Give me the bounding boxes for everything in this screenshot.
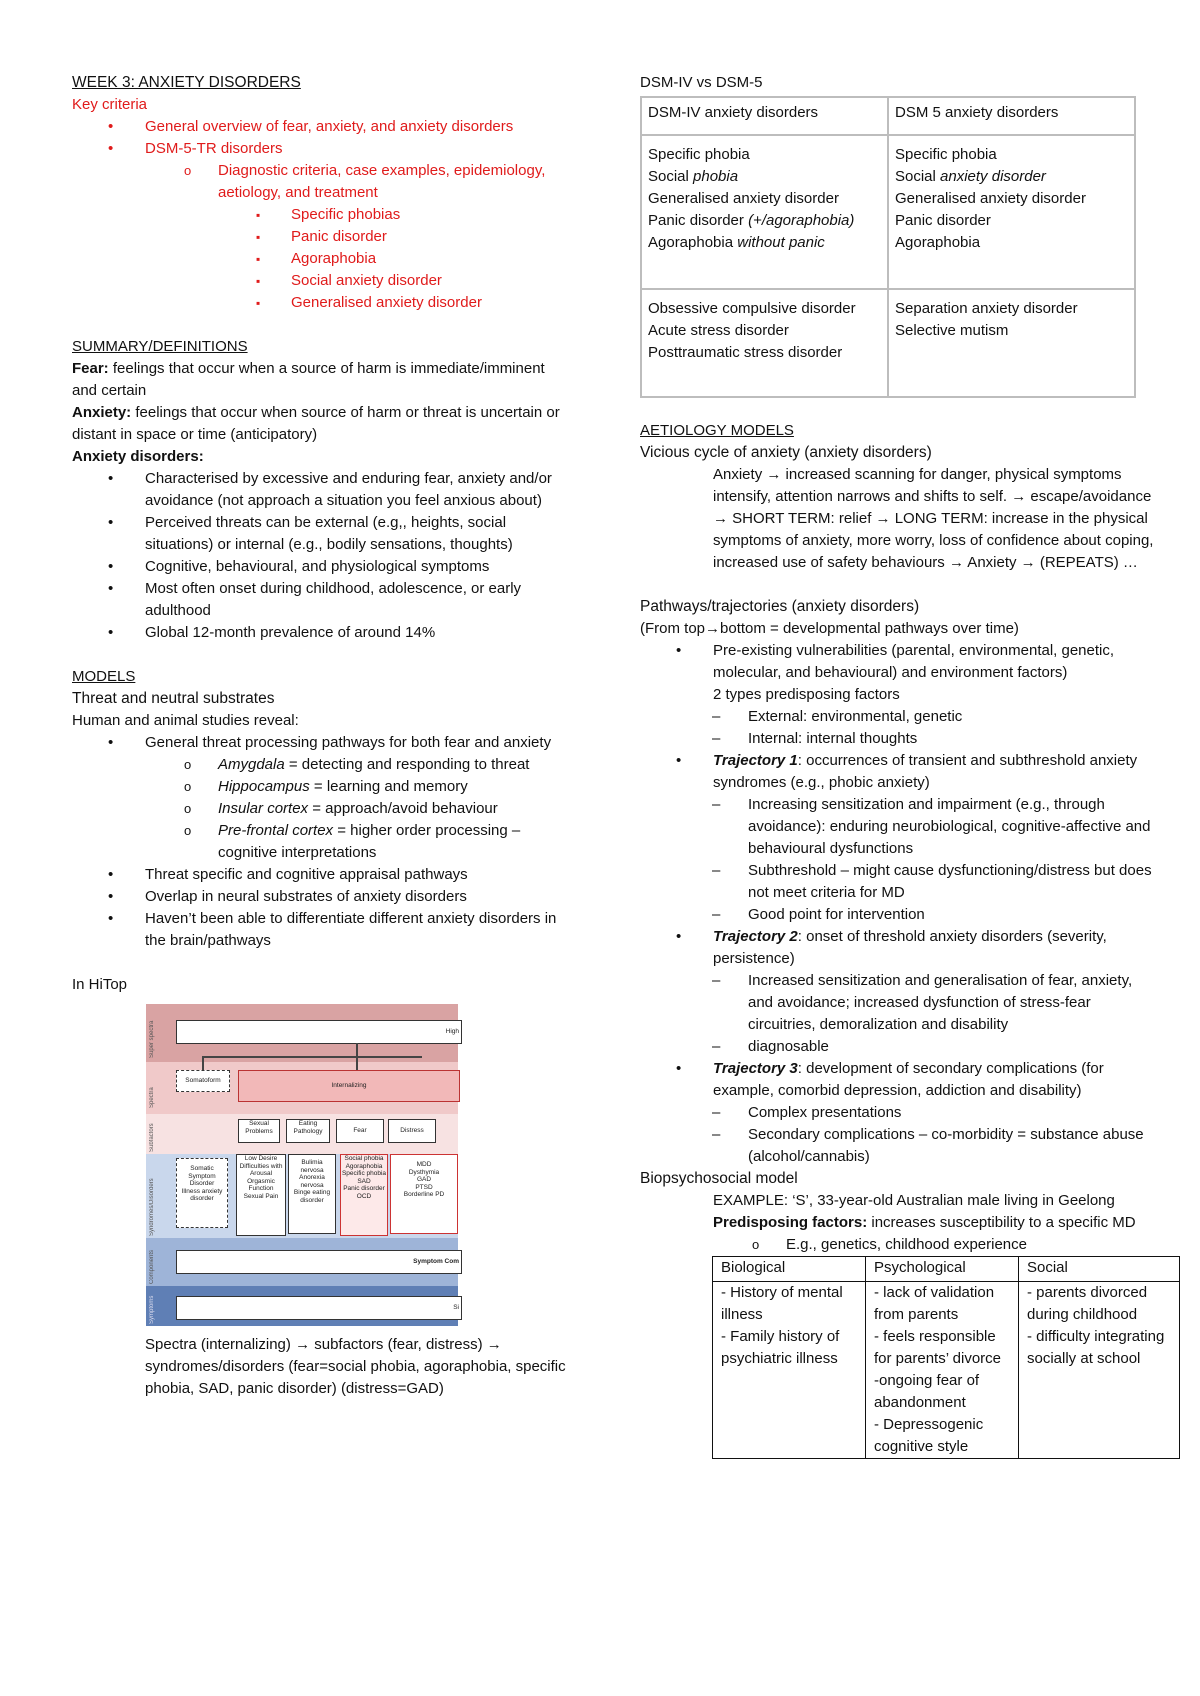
list-item: • Global 12-month prevalence of around 14% bbox=[72, 622, 572, 644]
list-item: – Complex presentations bbox=[640, 1102, 1160, 1124]
table-row bbox=[641, 97, 1135, 135]
trajectory-term: Trajectory 1 bbox=[713, 752, 798, 769]
cell-line bbox=[648, 210, 881, 232]
internalizing-box: Internalizing bbox=[238, 1070, 460, 1102]
table-cell: - parents divorced during childhood - difficulty integrating socially at school bbox=[1019, 1282, 1180, 1459]
list-item: • Perceived threats can be external (e.g,, heights, social situations) or internal (e.g., bodily sensations, thoughts) bbox=[72, 512, 572, 556]
dsm-comparison-table bbox=[640, 96, 1136, 398]
subfactor-box: Fear bbox=[336, 1119, 384, 1143]
cell-text: anxiety disorder bbox=[940, 168, 1046, 185]
list-item: • Characterised by excessive and enduring fear, anxiety and/or avoidance (not approach a situation you feel anxious about) bbox=[72, 468, 572, 512]
predisposing-types: 2 types predisposing factors bbox=[713, 686, 900, 703]
cell-line bbox=[648, 166, 881, 188]
cell-line: Posttraumatic stress disorder bbox=[648, 344, 843, 361]
cell-text: Social bbox=[648, 168, 694, 185]
models-list bbox=[72, 732, 572, 952]
table-cell: - lack of validation from parents - feels responsible for parents’ divorce -ongoing fear of abandonment - Depressogenic cognitive style bbox=[866, 1282, 1019, 1459]
list-item: • General overview of fear, anxiety, and anxiety disorders bbox=[72, 116, 572, 138]
list-item: ▪ Agoraphobia bbox=[72, 248, 572, 270]
distress-column: MDD Dysthymia GAD PTSD Borderline PD bbox=[390, 1154, 458, 1234]
pathways-heading: Pathways/trajectories (anxiety disorders) bbox=[640, 598, 920, 615]
cell-text: Panic disorder bbox=[648, 212, 749, 229]
biopsychosocial-table bbox=[712, 1256, 1180, 1459]
list-item: ▪ Social anxiety disorder bbox=[72, 270, 572, 292]
list-item: • General threat processing pathways for both fear and anxiety bbox=[72, 732, 572, 754]
key-criteria-list bbox=[72, 116, 572, 314]
list-item bbox=[72, 776, 572, 798]
bps-predisposing bbox=[640, 1212, 1160, 1234]
cell-text: phobia bbox=[693, 168, 739, 185]
table-row bbox=[713, 1282, 1180, 1459]
row-label: Spectra bbox=[149, 1087, 155, 1108]
models-intro: Human and animal studies reveal: bbox=[72, 712, 299, 729]
region-def: = learning and memory bbox=[309, 778, 468, 795]
region-term: Pre-frontal cortex bbox=[218, 822, 334, 839]
region-term: Amygdala bbox=[218, 756, 285, 773]
table-row bbox=[641, 289, 1135, 397]
cell-line: Generalised anxiety disorder bbox=[648, 190, 839, 207]
list-item: • Overlap in neural substrates of anxiety disorders bbox=[72, 886, 572, 908]
list-item bbox=[640, 750, 1160, 794]
cell-text: Agoraphobia bbox=[648, 234, 738, 251]
pathways-list bbox=[640, 640, 1160, 1168]
cell-text: (+/agoraphobia) bbox=[748, 212, 855, 229]
cell-line: Specific phobia bbox=[895, 146, 997, 163]
table-header: Social bbox=[1019, 1257, 1180, 1282]
vicious-cycle-text: Anxiety → increased scanning for danger, physical symptoms intensify, attention narrows and shifts to self. → escape/avoidance → SHORT TERM: relief → LONG TERM: increase in the physical symptoms of anxiety, more worry, loss of confidence about coping, increased use of safety behaviours → Anxiety → (REPEATS) … bbox=[713, 466, 1154, 571]
table-row bbox=[641, 135, 1135, 289]
models-heading: MODELS bbox=[72, 668, 136, 685]
list-item: – diagnosable bbox=[640, 1036, 1160, 1058]
list-item bbox=[640, 640, 1160, 706]
table-row bbox=[713, 1257, 1180, 1282]
list-item bbox=[72, 754, 572, 776]
bps-pred-term: Predisposing factors: bbox=[713, 1214, 868, 1231]
list-item: ▪ Panic disorder bbox=[72, 226, 572, 248]
list-item: – Secondary complications – co-morbidity = substance abuse (alcohol/cannabis) bbox=[640, 1124, 1160, 1168]
trajectory-term: Trajectory 3 bbox=[713, 1060, 798, 1077]
list-item bbox=[72, 820, 572, 864]
list-item: ▪ Specific phobias bbox=[72, 204, 572, 226]
region-term: Hippocampus bbox=[218, 778, 310, 795]
fear-definition bbox=[72, 358, 572, 402]
super-spectra-box: High bbox=[176, 1020, 462, 1044]
sexual-column: Low Desire Difficulties with Arousal Orgasmic Function Sexual Pain bbox=[236, 1154, 286, 1236]
list-item: • Haven’t been able to differentiate different anxiety disorders in the brain/pathways bbox=[72, 908, 572, 952]
region-term: Insular cortex bbox=[218, 800, 309, 817]
table-cell bbox=[888, 289, 1135, 397]
row-label: Syndromes/Disorders bbox=[149, 1178, 155, 1236]
components-box: Symptom Com bbox=[176, 1250, 462, 1274]
trajectory-def: : occurrences of transient and subthreshold anxiety syndromes (e.g., phobic anxiety) bbox=[713, 752, 1138, 791]
eating-column: Bulimia nervosa Anorexia nervosa Binge eating disorder bbox=[288, 1154, 336, 1234]
list-item bbox=[640, 1058, 1160, 1102]
table-header: Biological bbox=[713, 1257, 866, 1282]
right-column bbox=[640, 72, 1165, 1459]
list-item: • Most often onset during childhood, adolescence, or early adulthood bbox=[72, 578, 572, 622]
vicious-cycle-heading: Vicious cycle of anxiety (anxiety disorders) bbox=[640, 444, 932, 461]
region-def: = approach/avoid behaviour bbox=[308, 800, 498, 817]
list-item: – Internal: internal thoughts bbox=[640, 728, 1160, 750]
summary-list bbox=[72, 468, 572, 644]
connector bbox=[356, 1043, 358, 1056]
cell-line: Obsessive compulsive disorder bbox=[648, 300, 856, 317]
trajectory-def: : development of secondary complications (for example, comorbid depression, addiction and disability) bbox=[713, 1060, 1104, 1099]
key-criteria-label: Key criteria bbox=[72, 96, 148, 113]
subfactor-box: Eating Pathology bbox=[286, 1119, 330, 1143]
connector bbox=[202, 1056, 422, 1058]
connector bbox=[356, 1056, 358, 1070]
region-def: = detecting and responding to threat bbox=[284, 756, 530, 773]
bps-pred-def: increases susceptibility to a specific MD bbox=[867, 1214, 1136, 1231]
subfactor-box: Distress bbox=[388, 1119, 436, 1143]
bps-example: EXAMPLE: ‘S’, 33-year-old Australian male living in Geelong bbox=[713, 1192, 1115, 1209]
hitop-diagram bbox=[146, 1004, 458, 1326]
anxiety-disorders-term: Anxiety disorders: bbox=[72, 448, 204, 465]
cell-text: Social bbox=[895, 168, 941, 185]
trajectory-term: Trajectory 2 bbox=[713, 928, 798, 945]
bps-example-factors: o E.g., genetics, childhood experience bbox=[640, 1234, 1160, 1256]
table-cell bbox=[888, 135, 1135, 289]
region-def: = higher order processing – cognitive interpretations bbox=[218, 822, 521, 861]
aetiology-heading: AETIOLOGY MODELS bbox=[640, 422, 794, 439]
row-label: Subfactors bbox=[149, 1123, 155, 1152]
table-cell bbox=[641, 135, 888, 289]
table-cell bbox=[641, 289, 888, 397]
fear-def: feelings that occur when a source of harm is immediate/imminent and certain bbox=[72, 360, 545, 399]
cell-line: Agoraphobia bbox=[895, 234, 981, 251]
anxiety-definition bbox=[72, 402, 572, 446]
list-item: • Cognitive, behavioural, and physiological symptoms bbox=[72, 556, 572, 578]
models-subheading: Threat and neutral substrates bbox=[72, 690, 275, 707]
fear-column: Social phobia Agoraphobia Specific phobia SAD Panic disorder OCD bbox=[340, 1154, 388, 1236]
table-header: DSM-IV anxiety disorders bbox=[641, 97, 888, 135]
subfactor-box: Sexual Problems bbox=[238, 1119, 280, 1143]
list-item: • Threat specific and cognitive appraisal pathways bbox=[72, 864, 572, 886]
pathways-note: (From top→bottom = developmental pathways over time) bbox=[640, 620, 1019, 637]
symptoms-box: Si bbox=[176, 1296, 462, 1320]
cell-line: Separation anxiety disorder bbox=[895, 300, 1078, 317]
hitop-caption: Spectra (internalizing) → subfactors (fear, distress) → syndromes/disorders (fear=social phobia, agoraphobia, specific phobia, SAD, panic disorder) (distress=GAD) bbox=[145, 1336, 566, 1397]
summary-heading: SUMMARY/DEFINITIONS bbox=[72, 338, 248, 355]
list-item bbox=[72, 798, 572, 820]
fear-term: Fear: bbox=[72, 360, 109, 377]
page-title: WEEK 3: ANXIETY DISORDERS bbox=[72, 74, 301, 91]
row-label: Symptoms bbox=[149, 1295, 155, 1324]
pre-existing-text: • Pre-existing vulnerabilities (parental, environmental, genetic, molecular, and behavioural) and environment factors) bbox=[713, 642, 1115, 681]
left-column bbox=[72, 72, 572, 1400]
cell-line: Specific phobia bbox=[648, 146, 750, 163]
anxiety-def: feelings that occur when source of harm or threat is uncertain or distant in space or time (anticipatory) bbox=[72, 404, 560, 443]
cell-text: without panic bbox=[737, 234, 825, 251]
cell-line bbox=[895, 166, 1128, 188]
list-item: ▪ Generalised anxiety disorder bbox=[72, 292, 572, 314]
row-label: Super spectra bbox=[149, 1020, 155, 1058]
table-header: DSM 5 anxiety disorders bbox=[888, 97, 1135, 135]
list-item: • DSM-5-TR disorders bbox=[72, 138, 572, 160]
table-cell: - History of mental illness - Family history of psychiatric illness bbox=[713, 1282, 866, 1459]
connector bbox=[202, 1056, 204, 1070]
cell-line: Generalised anxiety disorder bbox=[895, 190, 1086, 207]
list-item: – External: environmental, genetic bbox=[640, 706, 1160, 728]
cell-line bbox=[648, 232, 881, 254]
cell-line: Panic disorder bbox=[895, 212, 991, 229]
hitop-heading: In HiTop bbox=[72, 976, 128, 993]
cell-line: Selective mutism bbox=[895, 322, 1009, 339]
bps-heading: Biopsychosocial model bbox=[640, 1170, 798, 1187]
list-item: – Increased sensitization and generalisation of fear, anxiety, and avoidance; increased dysfunction of stress-fear circuitries, demoralization and disability bbox=[640, 970, 1160, 1036]
row-label: Components bbox=[149, 1249, 155, 1284]
anxiety-term: Anxiety: bbox=[72, 404, 132, 421]
list-item: – Good point for intervention bbox=[640, 904, 1160, 926]
trajectory-def: : onset of threshold anxiety disorders (severity, persistence) bbox=[713, 928, 1107, 967]
somatic-column: Somatic Symptom Disorder Illness anxiety disorder bbox=[176, 1158, 228, 1228]
table-header: Psychological bbox=[866, 1257, 1019, 1282]
cell-line: Acute stress disorder bbox=[648, 322, 789, 339]
list-item bbox=[640, 926, 1160, 970]
dsm-title: DSM-IV vs DSM-5 bbox=[640, 74, 763, 91]
list-item: – Increasing sensitization and impairment (e.g., through avoidance): enduring neurobiological, cognitive-affective and behavioural dysfunctions bbox=[640, 794, 1160, 860]
somatoform-box: Somatoform bbox=[176, 1070, 230, 1092]
list-item: – Subthreshold – might cause dysfunctioning/distress but does not meet criteria for MD bbox=[640, 860, 1160, 904]
list-item: o Diagnostic criteria, case examples, epidemiology, aetiology, and treatment bbox=[72, 160, 572, 204]
